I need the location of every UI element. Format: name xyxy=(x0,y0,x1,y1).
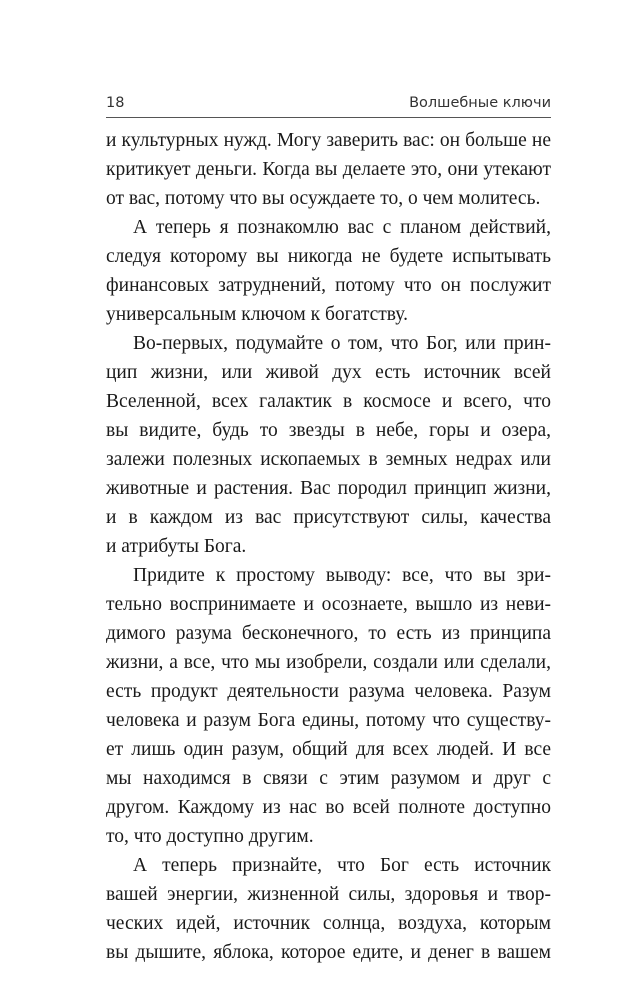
text-line: Вселенной, всех галактик в космосе и всего, что xyxy=(106,391,551,412)
text-line: и атрибуты Бога. xyxy=(106,536,247,557)
text-line: то, что доступно другим. xyxy=(106,826,314,847)
text-line: Во-первых, подумайте о том, что Бог, или прин- xyxy=(133,333,551,354)
text-line: животные и растения. Вас породил принцип жизни, xyxy=(106,478,551,499)
text-line: и культурных нужд. Могу заверить вас: он больше не xyxy=(106,130,551,151)
text-line: другом. Каждому из нас во всей полноте доступно xyxy=(106,797,551,818)
text-line: от вас, потому что вы осуждаете то, о чем молитесь. xyxy=(106,188,541,209)
header-rule xyxy=(106,117,551,118)
text-line: есть продукт деятельности разума человека. Разум xyxy=(106,681,551,702)
text-line: финансовых затруднений, потому что он послужит xyxy=(106,275,551,296)
text-line: залежи полезных ископаемых в земных недрах или xyxy=(106,449,551,470)
text-line: вы видите, будь то звезды в небе, горы и озера, xyxy=(106,420,551,441)
text-line: и в каждом из вас присутствуют силы, качества xyxy=(106,507,551,528)
text-line: человека и разум Бога едины, потому что существу- xyxy=(106,710,551,731)
text-line: Придите к простому выводу: все, что вы зри- xyxy=(133,565,551,586)
text-line: следуя которому вы никогда не будете испытывать xyxy=(106,246,551,267)
text-line: жизни, а все, что мы изобрели, создали или сделали, xyxy=(106,652,551,673)
text-line: универсальным ключом к богатству. xyxy=(106,304,408,325)
body-text xyxy=(106,126,551,967)
text-line: ет лишь один разум, общий для всех людей. И все xyxy=(106,739,551,760)
text-line: А теперь признайте, что Бог есть источник xyxy=(133,855,551,876)
text-line: тельно воспринимаете и осознаете, вышло из неви- xyxy=(106,594,551,615)
text-line: димого разума бесконечного, то есть из принципа xyxy=(106,623,551,644)
page-header xyxy=(106,88,551,118)
running-title: Волшебные ключи xyxy=(409,95,551,111)
text-line: критикует деньги. Когда вы делаете это, они утекают xyxy=(106,159,551,180)
page-number: 18 xyxy=(106,95,125,111)
text-line: мы находимся в связи с этим разумом и друг с xyxy=(106,768,551,789)
text-line: А теперь я познакомлю вас с планом действий, xyxy=(133,217,551,238)
text-line: вы дышите, яблока, которое едите, и денег в вашем xyxy=(106,942,551,963)
text-line: цип жизни, или живой дух есть источник всей xyxy=(106,362,551,383)
text-line: ческих идей, источник солнца, воздуха, которым xyxy=(106,913,551,934)
text-line: вашей энергии, жизненной силы, здоровья и твор- xyxy=(106,884,551,905)
